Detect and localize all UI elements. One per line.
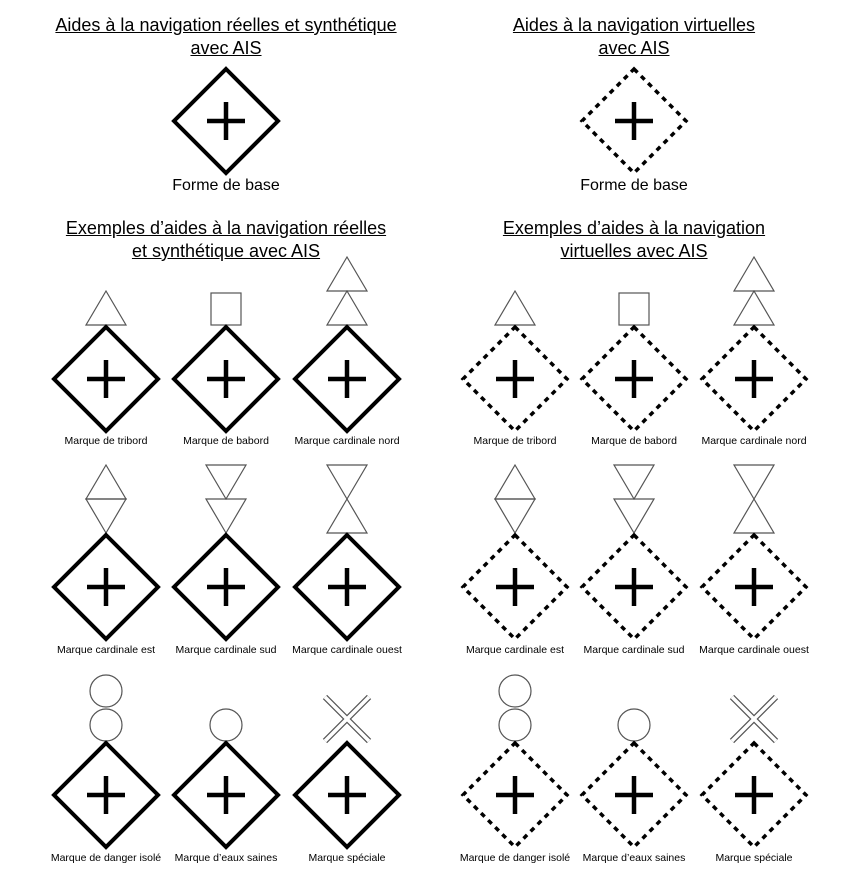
real-caption-isolated-danger: Marque de danger isolé	[50, 852, 162, 864]
real-cardinal-south-symbol	[174, 465, 278, 639]
topmark-triangle-up	[495, 291, 535, 325]
virtual-caption-cardinal-south: Marque cardinale sud	[583, 644, 685, 656]
topmark-triangle-down-upper	[614, 465, 654, 499]
real-caption-cardinal-west: Marque cardinale ouest	[292, 644, 402, 656]
real-caption-cardinal-south: Marque cardinale sud	[175, 644, 277, 656]
real-cardinal-north-symbol	[295, 257, 399, 431]
real-safe-water-symbol	[174, 709, 278, 847]
topmark-square	[619, 293, 649, 325]
topmark-circle-upper	[90, 675, 122, 707]
real-port-symbol	[174, 293, 278, 431]
virtual-base-form-symbol	[582, 69, 686, 173]
real-starboard-symbol	[54, 291, 158, 431]
topmark-triangle-down-lower	[614, 499, 654, 533]
virtual-cardinal-south-symbol	[582, 465, 686, 639]
topmark-triangle-down-lower	[206, 499, 246, 533]
real-caption-starboard: Marque de tribord	[64, 435, 148, 447]
topmark-triangle-up-lower	[327, 291, 367, 325]
topmark-circle-upper	[499, 675, 531, 707]
real-cardinal-east-symbol	[54, 465, 158, 639]
real-special-symbol	[295, 697, 399, 847]
real-caption-cardinal-north: Marque cardinale nord	[294, 435, 400, 447]
real-examples-title-line-2: et synthétique avec AIS	[131, 241, 321, 261]
virtual-cardinal-west-symbol	[702, 465, 806, 639]
virtual-caption-cardinal-east: Marque cardinale est	[465, 644, 565, 656]
virtual-caption-cardinal-north: Marque cardinale nord	[701, 435, 807, 447]
virtual-caption-safe-water: Marque d’eaux saines	[582, 852, 686, 864]
real-caption-safe-water: Marque d’eaux saines	[174, 852, 278, 864]
real-isolated-danger-symbol	[54, 675, 158, 847]
virtual-cardinal-north-symbol	[702, 257, 806, 431]
real-base-form-symbol	[174, 69, 278, 173]
topmark-triangle-down	[734, 465, 774, 499]
real-caption-cardinal-east: Marque cardinale est	[56, 644, 156, 656]
virtual-aids-title-line-2: avec AIS	[598, 38, 670, 58]
virtual-aids-title-line-1: Aides à la navigation virtuelles	[512, 15, 756, 35]
virtual-safe-water-symbol	[582, 709, 686, 847]
virtual-caption-port: Marque de babord	[591, 435, 677, 447]
real-aids-title-line-1: Aides à la navigation réelles et synthétique	[55, 15, 397, 35]
virtual-port-symbol	[582, 293, 686, 431]
topmark-triangle-up	[86, 291, 126, 325]
real-cardinal-west-symbol	[295, 465, 399, 639]
virtual-caption-special: Marque spéciale	[715, 852, 793, 864]
virtual-isolated-danger-symbol	[463, 675, 567, 847]
virtual-caption-starboard: Marque de tribord	[473, 435, 557, 447]
virtual-examples-title-line-1: Exemples d’aides à la navigation	[502, 218, 766, 238]
topmark-triangle-down	[327, 465, 367, 499]
virtual-base-caption: Forme de base	[580, 177, 688, 194]
topmark-triangle-up-upper	[327, 257, 367, 291]
topmark-triangle-up	[86, 465, 126, 499]
virtual-examples-title-line-2: virtuelles avec AIS	[560, 241, 708, 261]
topmark-circle-lower	[499, 709, 531, 741]
virtual-caption-cardinal-west: Marque cardinale ouest	[699, 644, 809, 656]
topmark-triangle-down	[86, 499, 126, 533]
topmark-square	[211, 293, 241, 325]
topmark-triangle-up	[327, 499, 367, 533]
topmark-triangle-up	[495, 465, 535, 499]
topmark-triangle-up-upper	[734, 257, 774, 291]
topmark-triangle-down	[495, 499, 535, 533]
virtual-special-symbol	[702, 697, 806, 847]
topmark-triangle-up	[734, 499, 774, 533]
topmark-circle	[618, 709, 650, 741]
real-aids-title-line-2: avec AIS	[190, 38, 262, 58]
topmark-circle-lower	[90, 709, 122, 741]
topmark-triangle-down-upper	[206, 465, 246, 499]
virtual-caption-isolated-danger: Marque de danger isolé	[459, 852, 571, 864]
real-base-caption: Forme de base	[172, 177, 280, 194]
real-caption-port: Marque de babord	[183, 435, 269, 447]
topmark-circle	[210, 709, 242, 741]
virtual-cardinal-east-symbol	[463, 465, 567, 639]
virtual-starboard-symbol	[463, 291, 567, 431]
topmark-triangle-up-lower	[734, 291, 774, 325]
real-examples-title-line-1: Exemples d’aides à la navigation réelles	[65, 218, 387, 238]
real-caption-special: Marque spéciale	[308, 852, 386, 864]
